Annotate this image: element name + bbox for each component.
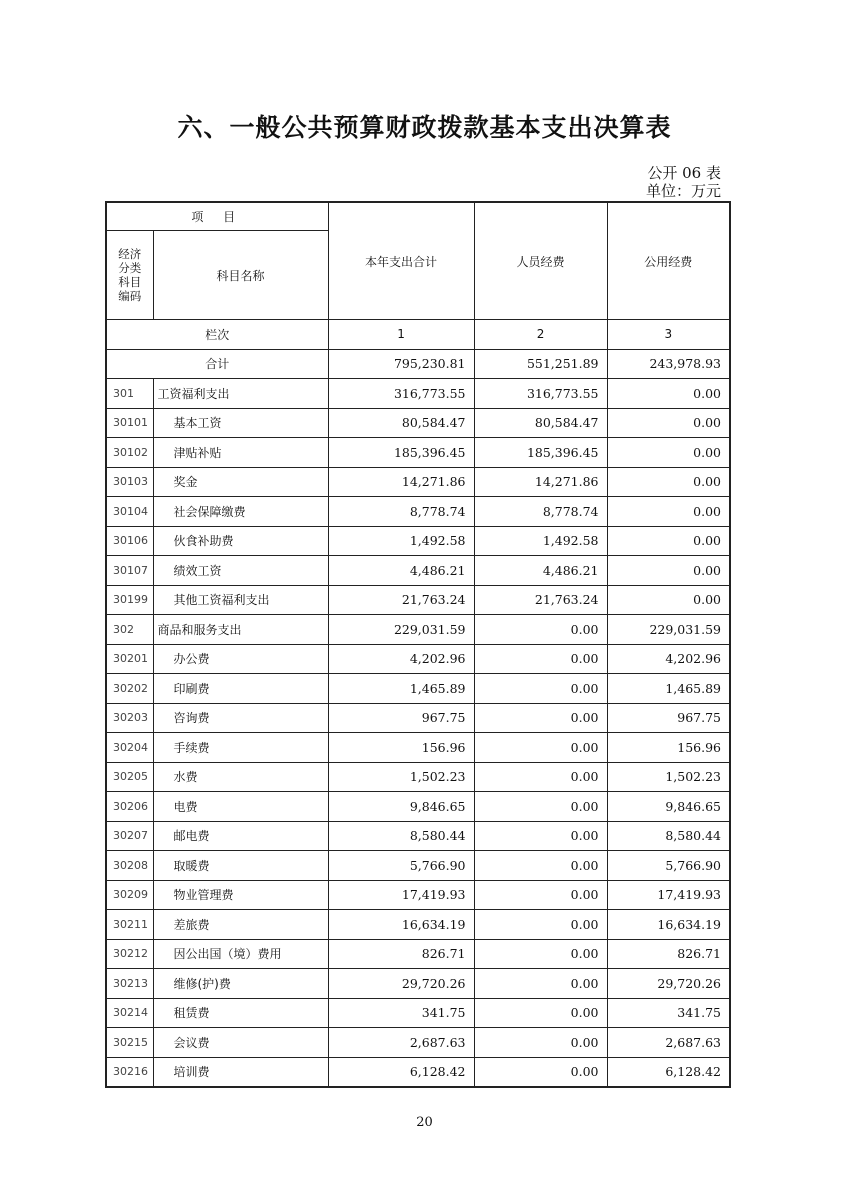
row-code: 30215 [106,1028,153,1058]
row-personnel: 0.00 [474,880,607,910]
row-name: 租赁费 [153,998,328,1028]
row-name: 物业管理费 [153,880,328,910]
table-row [106,497,730,527]
row-public: 0.00 [607,408,730,438]
row-public: 1,465.89 [607,674,730,704]
header-item: 项 目 [106,202,328,231]
table-row [106,556,730,586]
row-public: 2,687.63 [607,1028,730,1058]
row-name: 培训费 [153,1057,328,1087]
table-row [106,762,730,792]
sum-personnel: 551,251.89 [474,349,607,379]
table-row [106,467,730,497]
row-public: 0.00 [607,438,730,468]
row-total: 8,778.74 [328,497,474,527]
header-personnel: 人员经费 [474,202,607,320]
row-public: 9,846.65 [607,792,730,822]
header-name: 科目名称 [153,231,328,320]
row-code: 30102 [106,438,153,468]
row-personnel: 316,773.55 [474,379,607,409]
table-row [106,851,730,881]
row-total: 4,486.21 [328,556,474,586]
table-row [106,703,730,733]
row-personnel: 0.00 [474,1057,607,1087]
row-code: 30213 [106,969,153,999]
row-public: 1,502.23 [607,762,730,792]
row-total: 4,202.96 [328,644,474,674]
table-row [106,1028,730,1058]
table-row [106,969,730,999]
row-public: 826.71 [607,939,730,969]
row-personnel: 0.00 [474,733,607,763]
row-code: 30205 [106,762,153,792]
row-name: 商品和服务支出 [153,615,328,645]
row-name: 维修(护)费 [153,969,328,999]
row-name: 其他工资福利支出 [153,585,328,615]
row-public: 341.75 [607,998,730,1028]
row-personnel: 21,763.24 [474,585,607,615]
column-index-label: 栏次 [106,320,328,350]
row-personnel: 0.00 [474,615,607,645]
row-personnel: 0.00 [474,998,607,1028]
row-public: 967.75 [607,703,730,733]
row-personnel: 8,778.74 [474,497,607,527]
row-code: 30209 [106,880,153,910]
row-personnel: 0.00 [474,969,607,999]
row-public: 0.00 [607,556,730,586]
unit-label: 单位：万元 [645,182,721,200]
row-personnel: 0.00 [474,939,607,969]
row-code: 30101 [106,408,153,438]
row-public: 29,720.26 [607,969,730,999]
row-code: 30104 [106,497,153,527]
row-public: 0.00 [607,526,730,556]
row-code: 30203 [106,703,153,733]
table-row [106,585,730,615]
table-row [106,408,730,438]
row-code: 30207 [106,821,153,851]
row-total: 1,502.23 [328,762,474,792]
table-row [106,792,730,822]
row-personnel: 0.00 [474,821,607,851]
row-name: 绩效工资 [153,556,328,586]
table-row [106,939,730,969]
row-name: 办公费 [153,644,328,674]
row-name: 津贴补贴 [153,438,328,468]
row-name: 社会保障缴费 [153,497,328,527]
table-row [106,910,730,940]
row-code: 30211 [106,910,153,940]
row-code: 30103 [106,467,153,497]
row-public: 156.96 [607,733,730,763]
row-total: 21,763.24 [328,585,474,615]
row-total: 6,128.42 [328,1057,474,1087]
row-code: 30214 [106,998,153,1028]
header-code-text: 经济 分类 科目 编码 [118,247,142,303]
row-name: 取暖费 [153,851,328,881]
row-total: 316,773.55 [328,379,474,409]
row-name: 奖金 [153,467,328,497]
row-total: 9,846.65 [328,792,474,822]
row-total: 29,720.26 [328,969,474,999]
row-personnel: 0.00 [474,703,607,733]
row-public: 0.00 [607,497,730,527]
row-name: 差旅费 [153,910,328,940]
header-total: 本年支出合计 [328,202,474,320]
row-public: 0.00 [607,379,730,409]
row-personnel: 80,584.47 [474,408,607,438]
sum-total: 795,230.81 [328,349,474,379]
row-code: 30202 [106,674,153,704]
row-personnel: 1,492.58 [474,526,607,556]
row-name: 手续费 [153,733,328,763]
table-row [106,438,730,468]
row-code: 30107 [106,556,153,586]
row-public: 0.00 [607,585,730,615]
sum-public: 243,978.93 [607,349,730,379]
table-row [106,1057,730,1087]
row-code: 30204 [106,733,153,763]
row-code: 30212 [106,939,153,969]
row-personnel: 4,486.21 [474,556,607,586]
row-total: 17,419.93 [328,880,474,910]
row-total: 156.96 [328,733,474,763]
row-name: 水费 [153,762,328,792]
row-total: 1,465.89 [328,674,474,704]
table-row [106,821,730,851]
row-code: 302 [106,615,153,645]
row-code: 30199 [106,585,153,615]
row-total: 16,634.19 [328,910,474,940]
row-personnel: 14,271.86 [474,467,607,497]
row-name: 会议费 [153,1028,328,1058]
row-total: 5,766.90 [328,851,474,881]
table-row [106,379,730,409]
row-name: 伙食补助费 [153,526,328,556]
header-code [106,231,153,320]
row-total: 8,580.44 [328,821,474,851]
table-row [106,526,730,556]
row-total: 967.75 [328,703,474,733]
row-total: 341.75 [328,998,474,1028]
header-public: 公用经费 [607,202,730,320]
sum-label: 合计 [106,349,328,379]
table-row [106,880,730,910]
table-row [106,615,730,645]
row-name: 基本工资 [153,408,328,438]
expenditure-table [105,201,731,1088]
table-row [106,733,730,763]
row-total: 185,396.45 [328,438,474,468]
row-total: 229,031.59 [328,615,474,645]
row-public: 6,128.42 [607,1057,730,1087]
row-code: 30208 [106,851,153,881]
row-code: 301 [106,379,153,409]
column-index-1: 1 [328,320,474,350]
row-public: 16,634.19 [607,910,730,940]
row-public: 0.00 [607,467,730,497]
row-total: 80,584.47 [328,408,474,438]
form-number: 公开 06 表 [647,164,721,182]
row-name: 邮电费 [153,821,328,851]
row-personnel: 0.00 [474,910,607,940]
sum-row [106,349,730,379]
row-total: 1,492.58 [328,526,474,556]
row-personnel: 0.00 [474,792,607,822]
row-personnel: 0.00 [474,762,607,792]
page-number: 20 [416,1115,433,1130]
row-name: 因公出国（境）费用 [153,939,328,969]
row-code: 30206 [106,792,153,822]
row-personnel: 0.00 [474,851,607,881]
row-name: 印刷费 [153,674,328,704]
row-public: 5,766.90 [607,851,730,881]
row-name: 咨询费 [153,703,328,733]
table-row [106,674,730,704]
row-personnel: 185,396.45 [474,438,607,468]
row-name: 电费 [153,792,328,822]
column-index-2: 2 [474,320,607,350]
page-title: 六、一般公共预算财政拨款基本支出决算表 [177,113,672,142]
table-row [106,998,730,1028]
column-index-3: 3 [607,320,730,350]
row-name: 工资福利支出 [153,379,328,409]
row-public: 8,580.44 [607,821,730,851]
row-personnel: 0.00 [474,1028,607,1058]
row-code: 30216 [106,1057,153,1087]
row-total: 2,687.63 [328,1028,474,1058]
row-public: 17,419.93 [607,880,730,910]
row-code: 30106 [106,526,153,556]
table-row [106,644,730,674]
row-public: 4,202.96 [607,644,730,674]
row-personnel: 0.00 [474,674,607,704]
row-public: 229,031.59 [607,615,730,645]
row-personnel: 0.00 [474,644,607,674]
row-code: 30201 [106,644,153,674]
row-total: 826.71 [328,939,474,969]
row-total: 14,271.86 [328,467,474,497]
